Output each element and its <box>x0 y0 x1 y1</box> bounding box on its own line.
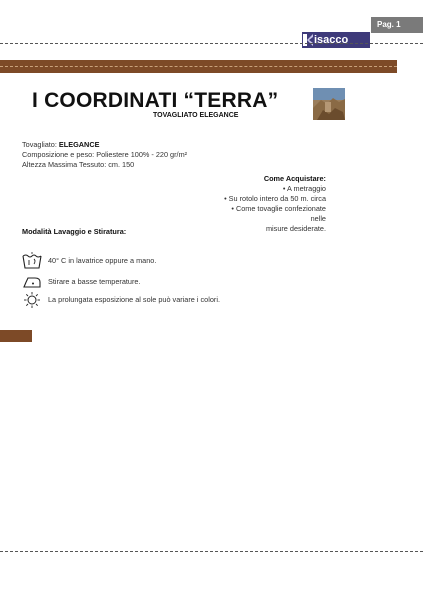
how-to-buy-heading: Come Acquistare: <box>263 174 326 183</box>
iron-low-icon <box>22 273 42 291</box>
care-item-sun <box>22 291 220 309</box>
brand-logo <box>302 32 370 48</box>
buy-option: • Come tovaglie confezionate nelle <box>231 204 326 223</box>
top-dashed-divider <box>0 43 423 44</box>
fabric-sample-image <box>313 88 345 120</box>
how-to-buy <box>220 174 326 234</box>
care-text: Stirare a basse temperature. <box>48 277 141 286</box>
band-stitch-line <box>0 66 397 67</box>
tovagliato-line <box>22 140 187 150</box>
page-subtitle: TOVAGLIATO ELEGANCE <box>153 112 239 119</box>
side-brown-tab <box>0 330 32 342</box>
fabric-specs <box>22 140 187 170</box>
logo-mark-icon <box>302 32 314 48</box>
max-height-line: Altezza Massima Tessuto: cm. 150 <box>22 160 135 169</box>
logo-text: isacco <box>314 34 349 46</box>
buy-option: • A metraggio <box>282 184 326 193</box>
composition-line: Composizione e peso: Poliestere 100% - 220 gr/m² <box>22 150 188 159</box>
care-text: La prolungata esposizione al sole può variare i colori. <box>48 295 220 304</box>
buy-option: misure desiderate. <box>265 224 326 233</box>
bottom-dashed-divider <box>0 551 423 552</box>
sun-icon <box>22 291 42 309</box>
buy-option: • Su rotolo intero da 50 m. circa <box>224 194 326 203</box>
wash-40-icon <box>22 252 42 270</box>
page-title: I COORDINATI “TERRA” <box>32 89 279 112</box>
page-number-tab: Pag. 1 <box>371 17 423 33</box>
care-item-iron <box>22 273 140 291</box>
care-text: 40° C in lavatrice oppure a mano. <box>48 256 157 265</box>
tovagliato-label: Tovagliato: <box>22 140 59 149</box>
care-item-wash <box>22 252 156 270</box>
tovagliato-value: ELEGANCE <box>58 140 100 149</box>
care-heading: Modalità Lavaggio e Stiratura: <box>22 227 127 236</box>
